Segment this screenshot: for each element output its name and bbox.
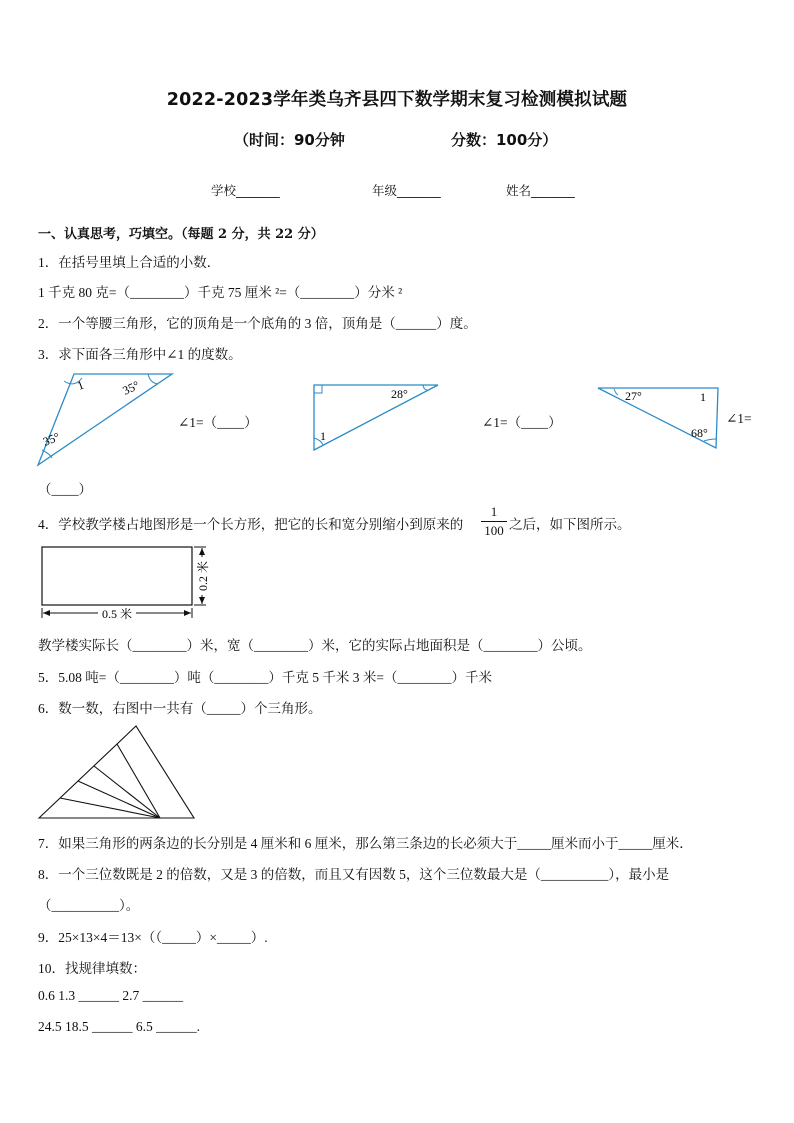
grade-field: 年级_______ [372,183,441,198]
question-1-line: 1 千克 80 克=（________）千克 75 厘米 ²=（________）分米 ² [38,285,403,300]
score-label: 分数：100分） [451,131,558,149]
question-4-text-end: 之后，如下图所示。 [509,517,631,532]
rectangle-figure [36,542,216,630]
fraction-numerator: 1 [490,504,498,519]
question-7: 7．如果三角形的两条边的长分别是 4 厘米和 6 厘米，那么第三条边的长必须大于_____厘米而小于_____厘米． [38,836,693,851]
triangle-3-figure [592,383,722,453]
triangle-1-angle-label: 1 [75,377,86,393]
question-3-stem: 3．求下面各三角形中∠1 的度数。 [38,347,242,362]
question-10-stem: 10．找规律填数： [38,961,146,976]
question-2: 2．一个等腰三角形，它的顶角是一个底角的 3 倍，顶角是（______）度。 [38,316,477,331]
question-6: 6．数一数，右图中一共有（_____）个三角形。 [38,701,322,716]
question-8: 8．一个三位数既是 2 的倍数，又是 3 的倍数，而且又有因数 5，这个三位数最大是（__________），最小是 [38,867,670,882]
triangle-3-angle-label: 68° [691,426,708,440]
question-3-answer-3: ∠1= [726,411,752,426]
school-field: 学校_______ [211,183,280,198]
question-10-row-2: 24.5 18.5 ______ 6.5 ______. [38,1019,200,1034]
triangle-2-angle-label: 1 [320,429,326,443]
fraction-one-hundredth [481,504,507,539]
rectangle-width-label: 0.2 米 [196,560,210,592]
question-9: 9．25×13×4＝13×（（_____）×_____）. [38,930,268,945]
question-10-row-1: 0.6 1.3 ______ 2.7 ______ [38,988,184,1003]
time-label: （时间：90分钟 [234,131,345,149]
triangle-1-figure [30,368,180,470]
page-title: 2022-2023学年类乌齐县四下数学期末复习检测模拟试题 [166,90,628,110]
question-8-continued: （__________）。 [38,898,140,913]
question-4-answer: 教学楼实际长（________）米，宽（________）米，它的实际占地面积是（________）公顷。 [38,638,592,653]
triangle-2-figure [305,380,445,456]
question-3-answer-2: ∠1=（____） [482,415,562,430]
fraction-denominator: 100 [484,523,504,538]
question-1-stem: 1．在括号里填上合适的小数． [38,255,221,270]
triangle-2-angle-label: 28° [391,387,408,401]
fraction-bar [481,521,507,522]
question-3-answer-1: ∠1=（____） [178,415,258,430]
question-3-answer-3-blank: （____） [38,482,92,497]
triangle-1-angle-label: 35° [40,429,62,449]
triangle-3-angle-label: 27° [625,389,642,403]
question-5: 5．5.08 吨=（________）吨（________）千克 5 千米 3 米=（________）千米 [38,670,492,685]
name-field: 姓名_______ [506,183,575,198]
triangle-3-angle-label: 1 [700,390,706,404]
question-4-text: 4．学校教学楼占地图形是一个长方形，把它的长和宽分别缩小到原来的 [38,517,464,532]
triangle-count-figure [36,722,202,822]
rectangle-length-label: 0.5 米 [101,607,133,621]
triangle-1-angle-label: 35° [120,377,142,398]
section-heading: 一、认真思考，巧填空。（每题 2 分，共 22 分） [38,227,324,242]
